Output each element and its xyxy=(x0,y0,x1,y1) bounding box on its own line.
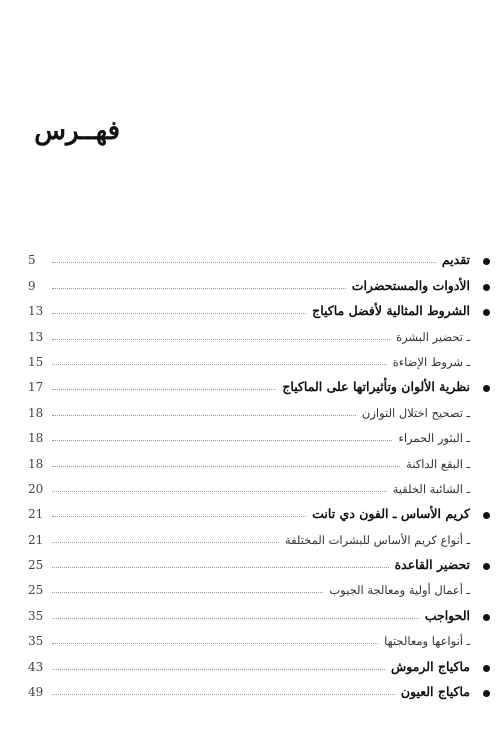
toc-entry xyxy=(28,424,490,449)
toc-entry-title: الشروط المثالية لأفضل ماكياج xyxy=(312,303,470,319)
dot-leader xyxy=(52,288,346,289)
toc-entry xyxy=(28,576,490,601)
dot-leader xyxy=(52,466,400,467)
toc-page-number: 9 xyxy=(28,278,36,293)
dot-leader xyxy=(52,491,387,492)
dot-leader xyxy=(52,262,436,263)
toc-entry xyxy=(28,601,490,626)
toc-entry-title: نظرية الألوان وتأثيراتها على الماكياج xyxy=(282,379,470,395)
table-of-contents xyxy=(28,246,490,703)
bullet-icon xyxy=(474,563,490,572)
toc-entry xyxy=(28,246,490,271)
toc-entry xyxy=(28,627,490,652)
dot-leader xyxy=(52,339,390,340)
bullet-icon xyxy=(474,512,490,521)
toc-entry-title: ـ البثور الحمراء xyxy=(398,431,470,446)
bullet-icon xyxy=(474,665,490,674)
dot-leader xyxy=(52,389,276,390)
toc-entry-title: ماكياج الرموش xyxy=(390,658,470,674)
dot-leader xyxy=(52,415,356,416)
toc-entry xyxy=(28,525,490,550)
toc-entry-title: ـ تحضير البشرة xyxy=(396,329,470,344)
toc-entry xyxy=(28,373,490,398)
toc-entry-title: ـ أعمال أولية ومعالجة الجيوب xyxy=(329,583,470,598)
toc-entry xyxy=(28,678,490,703)
toc-page-number: 35 xyxy=(28,634,44,649)
toc-page-number: 25 xyxy=(28,558,44,573)
toc-entry-title: كريم الأساس ـ الفون دي تانت xyxy=(312,506,470,522)
bullet-icon xyxy=(474,690,490,699)
page-title: فهــرس xyxy=(34,116,120,146)
toc-page-number: 25 xyxy=(28,583,44,598)
toc-page-number: 15 xyxy=(28,354,44,369)
toc-entry-title: تقديم xyxy=(441,252,470,268)
toc-entry-title: ـ أنواعها ومعالجتها xyxy=(384,634,470,649)
toc-entry-title: الأدوات والمستحضرات xyxy=(351,277,470,293)
toc-page-number: 13 xyxy=(28,304,44,319)
toc-entry xyxy=(28,500,490,525)
dot-leader xyxy=(52,440,392,441)
toc-entry xyxy=(28,449,490,474)
dot-leader xyxy=(52,618,419,619)
toc-entry xyxy=(28,322,490,347)
dot-leader xyxy=(52,516,306,517)
dot-leader xyxy=(52,643,378,644)
indent-spacer xyxy=(474,443,490,445)
toc-page-number: 49 xyxy=(28,685,44,700)
toc-entry xyxy=(28,348,490,373)
toc-entry-title: ـ البقع الداكنة xyxy=(406,456,470,471)
dot-leader xyxy=(52,364,387,365)
toc-entry xyxy=(28,652,490,677)
toc-entry-title: ـ أنواع كريم الأساس للبشرات المختلفة xyxy=(284,532,470,547)
toc-entry-title: تحضير القاعدة xyxy=(394,557,470,573)
indent-spacer xyxy=(474,367,490,369)
toc-entry-title: ـ الشائبة الخلقية xyxy=(392,481,470,496)
toc-page-number: 5 xyxy=(28,253,36,268)
dot-leader xyxy=(52,313,306,314)
toc-page-number: 20 xyxy=(28,481,44,496)
dot-leader xyxy=(52,542,279,543)
toc-entry xyxy=(28,551,490,576)
bullet-icon xyxy=(474,284,490,293)
indent-spacer xyxy=(474,545,490,547)
dot-leader xyxy=(52,592,323,593)
bullet-icon xyxy=(474,309,490,318)
indent-spacer xyxy=(474,646,490,648)
indent-spacer xyxy=(474,342,490,344)
toc-page-number: 18 xyxy=(28,405,44,420)
toc-entry xyxy=(28,475,490,500)
indent-spacer xyxy=(474,418,490,420)
indent-spacer xyxy=(474,469,490,471)
toc-page-number: 18 xyxy=(28,456,44,471)
toc-page-number: 17 xyxy=(28,380,44,395)
toc-page-number: 18 xyxy=(28,431,44,446)
indent-spacer xyxy=(474,595,490,597)
toc-entry xyxy=(28,398,490,423)
toc-page-number: 21 xyxy=(28,507,44,522)
toc-entry-title: ماكياج العيون xyxy=(400,684,470,700)
toc-page-number: 21 xyxy=(28,532,44,547)
dot-leader xyxy=(52,669,385,670)
toc-entry-title: ـ تصحيح اختلال التوازن xyxy=(361,405,470,420)
toc-entry xyxy=(28,271,490,296)
dot-leader xyxy=(52,567,389,568)
toc-page-number: 35 xyxy=(28,608,44,623)
bullet-icon xyxy=(474,258,490,267)
bullet-icon xyxy=(474,614,490,623)
toc-page-number: 13 xyxy=(28,329,44,344)
toc-entry-title: ـ شروط الإضاءة xyxy=(392,354,470,369)
indent-spacer xyxy=(474,494,490,496)
toc-entry-title: الحواجب xyxy=(424,607,470,623)
toc-page-number: 43 xyxy=(28,659,44,674)
bullet-icon xyxy=(474,385,490,394)
dot-leader xyxy=(52,694,395,695)
toc-entry xyxy=(28,297,490,322)
